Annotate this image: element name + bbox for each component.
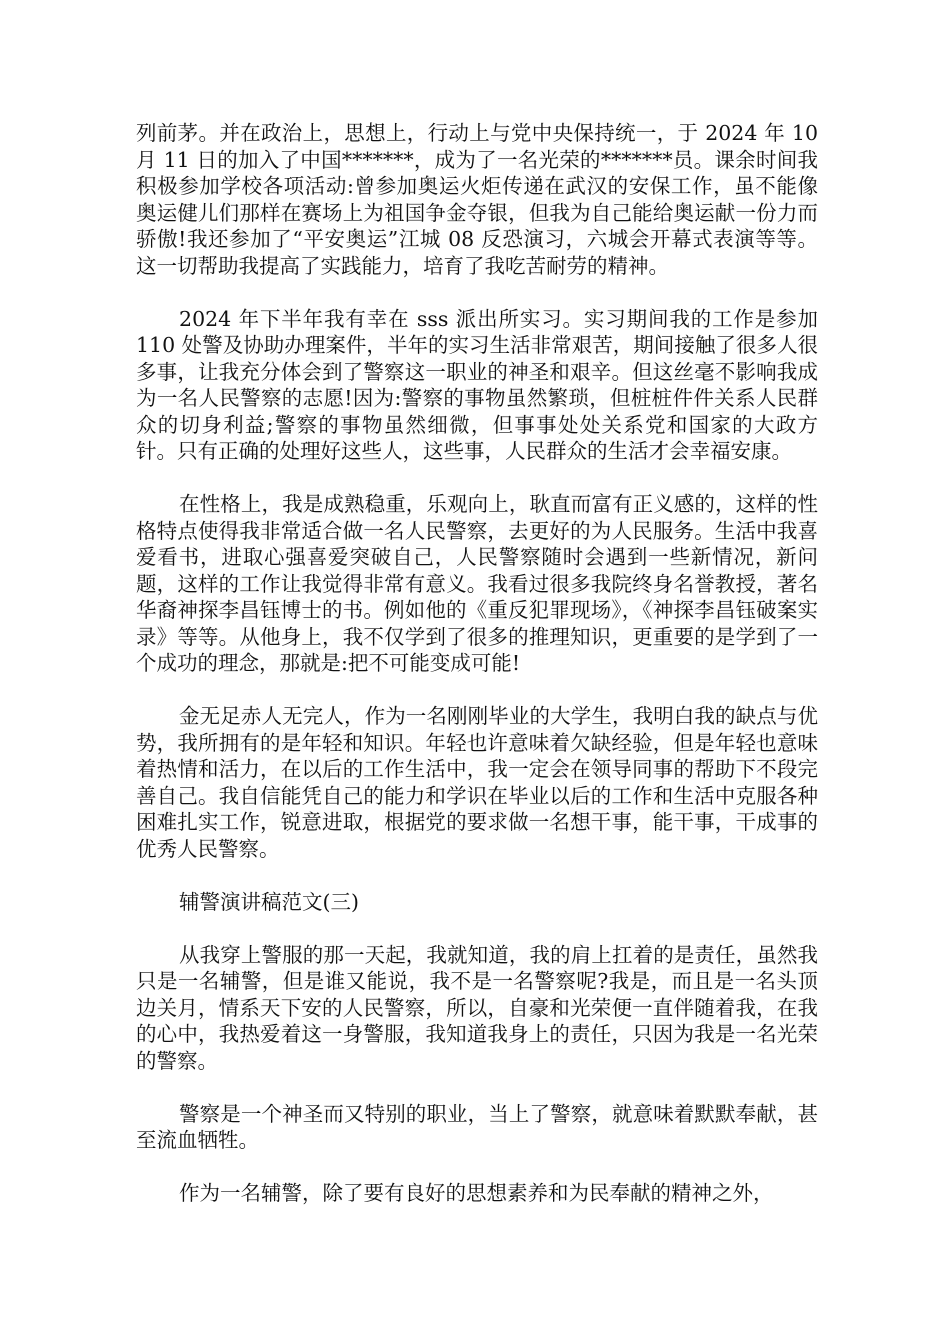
paragraph-3: 在性格上，我是成熟稳重，乐观向上，耿直而富有正义感的，这样的性格特点使得我非常适合做一名人民警察，去更好的为人民服务。生活中我喜爱看书，进取心强喜爱突破自己，人民警察随时会遇到一些新情况，新问题，这样的工作让我觉得非常有意义。我看过很多我院终身名誉教授，著名华裔神探李昌钰博士的书。例如他的《重反犯罪现场》，《神探李昌钰破案实录》等等。从他身上，我不仅学到了很多的推理知识，更重要的是学到了一个成功的理念，那就是:把不可能变成可能! [136, 492, 818, 675]
section-paragraph-3: 作为一名辅警，除了要有良好的思想素养和为民奉献的精神之外， [179, 1181, 774, 1205]
section-paragraph-2: 警察是一个神圣而又特别的职业，当上了警察，就意味着默默奉献，甚至流血牺牲。 [136, 1101, 818, 1152]
paragraph-4: 金无足赤人无完人，作为一名刚刚毕业的大学生，我明白我的缺点与优势，我所拥有的是年轻和知识。年轻也许意味着欠缺经验，但是年轻也意味着热情和活力，在以后的工作生活中，我一定会在领导同事的帮助下不段完善自己。我自信能凭自己的能力和学识在毕业以后的工作和生活中克服各种困难扎实工作，锐意进取，根据党的要求做一名想干事，能干事，干成事的优秀人民警察。 [136, 704, 818, 861]
section-paragraph-1: 从我穿上警服的那一天起，我就知道，我的肩上扛着的是责任，虽然我只是一名辅警，但是谁又能说，我不是一名警察呢?我是，而且是一名头顶边关月，情系天下安的人民警察，所以，自豪和光荣便一直伴随着我，在我的心中，我热爱着这一身警服，我知道我身上的责任，只因为我是一名光荣的警察。 [136, 942, 818, 1073]
document-page [136, 120, 818, 1233]
section-title: 辅警演讲稿范文(三) [179, 889, 360, 914]
paragraph-1: 列前茅。并在政治上，思想上，行动上与党中央保持统一，于 2024 年 10 月 11 日的加入了中国*******，成为了一名光荣的*******员。课余时间我积极参加学校各项活动:曾参加奥运火炬传递在武汉的安保工作，虽不能像奥运健儿们那样在赛场上为祖国争金夺银，但我为自己能给奥运献一份力而骄傲!我还参加了“平安奥运”江城 08 反恐演习，六城会开幕式表演等等。这一切帮助我提高了实践能力，培育了我吃苦耐劳的精神。 [136, 121, 818, 278]
paragraph-2: 2024 年下半年我有幸在 sss 派出所实习。实习期间我的工作是参加 110 处警及协助办理案件，半年的实习生活非常艰苦，期间接触了很多人很多事，让我充分体会到了警察这一职业的神圣和艰辛。但这丝毫不影响我成为一名人民警察的志愿!因为:警察的事物虽然繁琐，但桩桩件件关系人民群众的切身利益;警察的事物虽然细微，但事事处处关系党和国家的大政方针。只有正确的处理好这些人，这些事，人民群众的生活才会幸福安康。 [136, 306, 818, 463]
